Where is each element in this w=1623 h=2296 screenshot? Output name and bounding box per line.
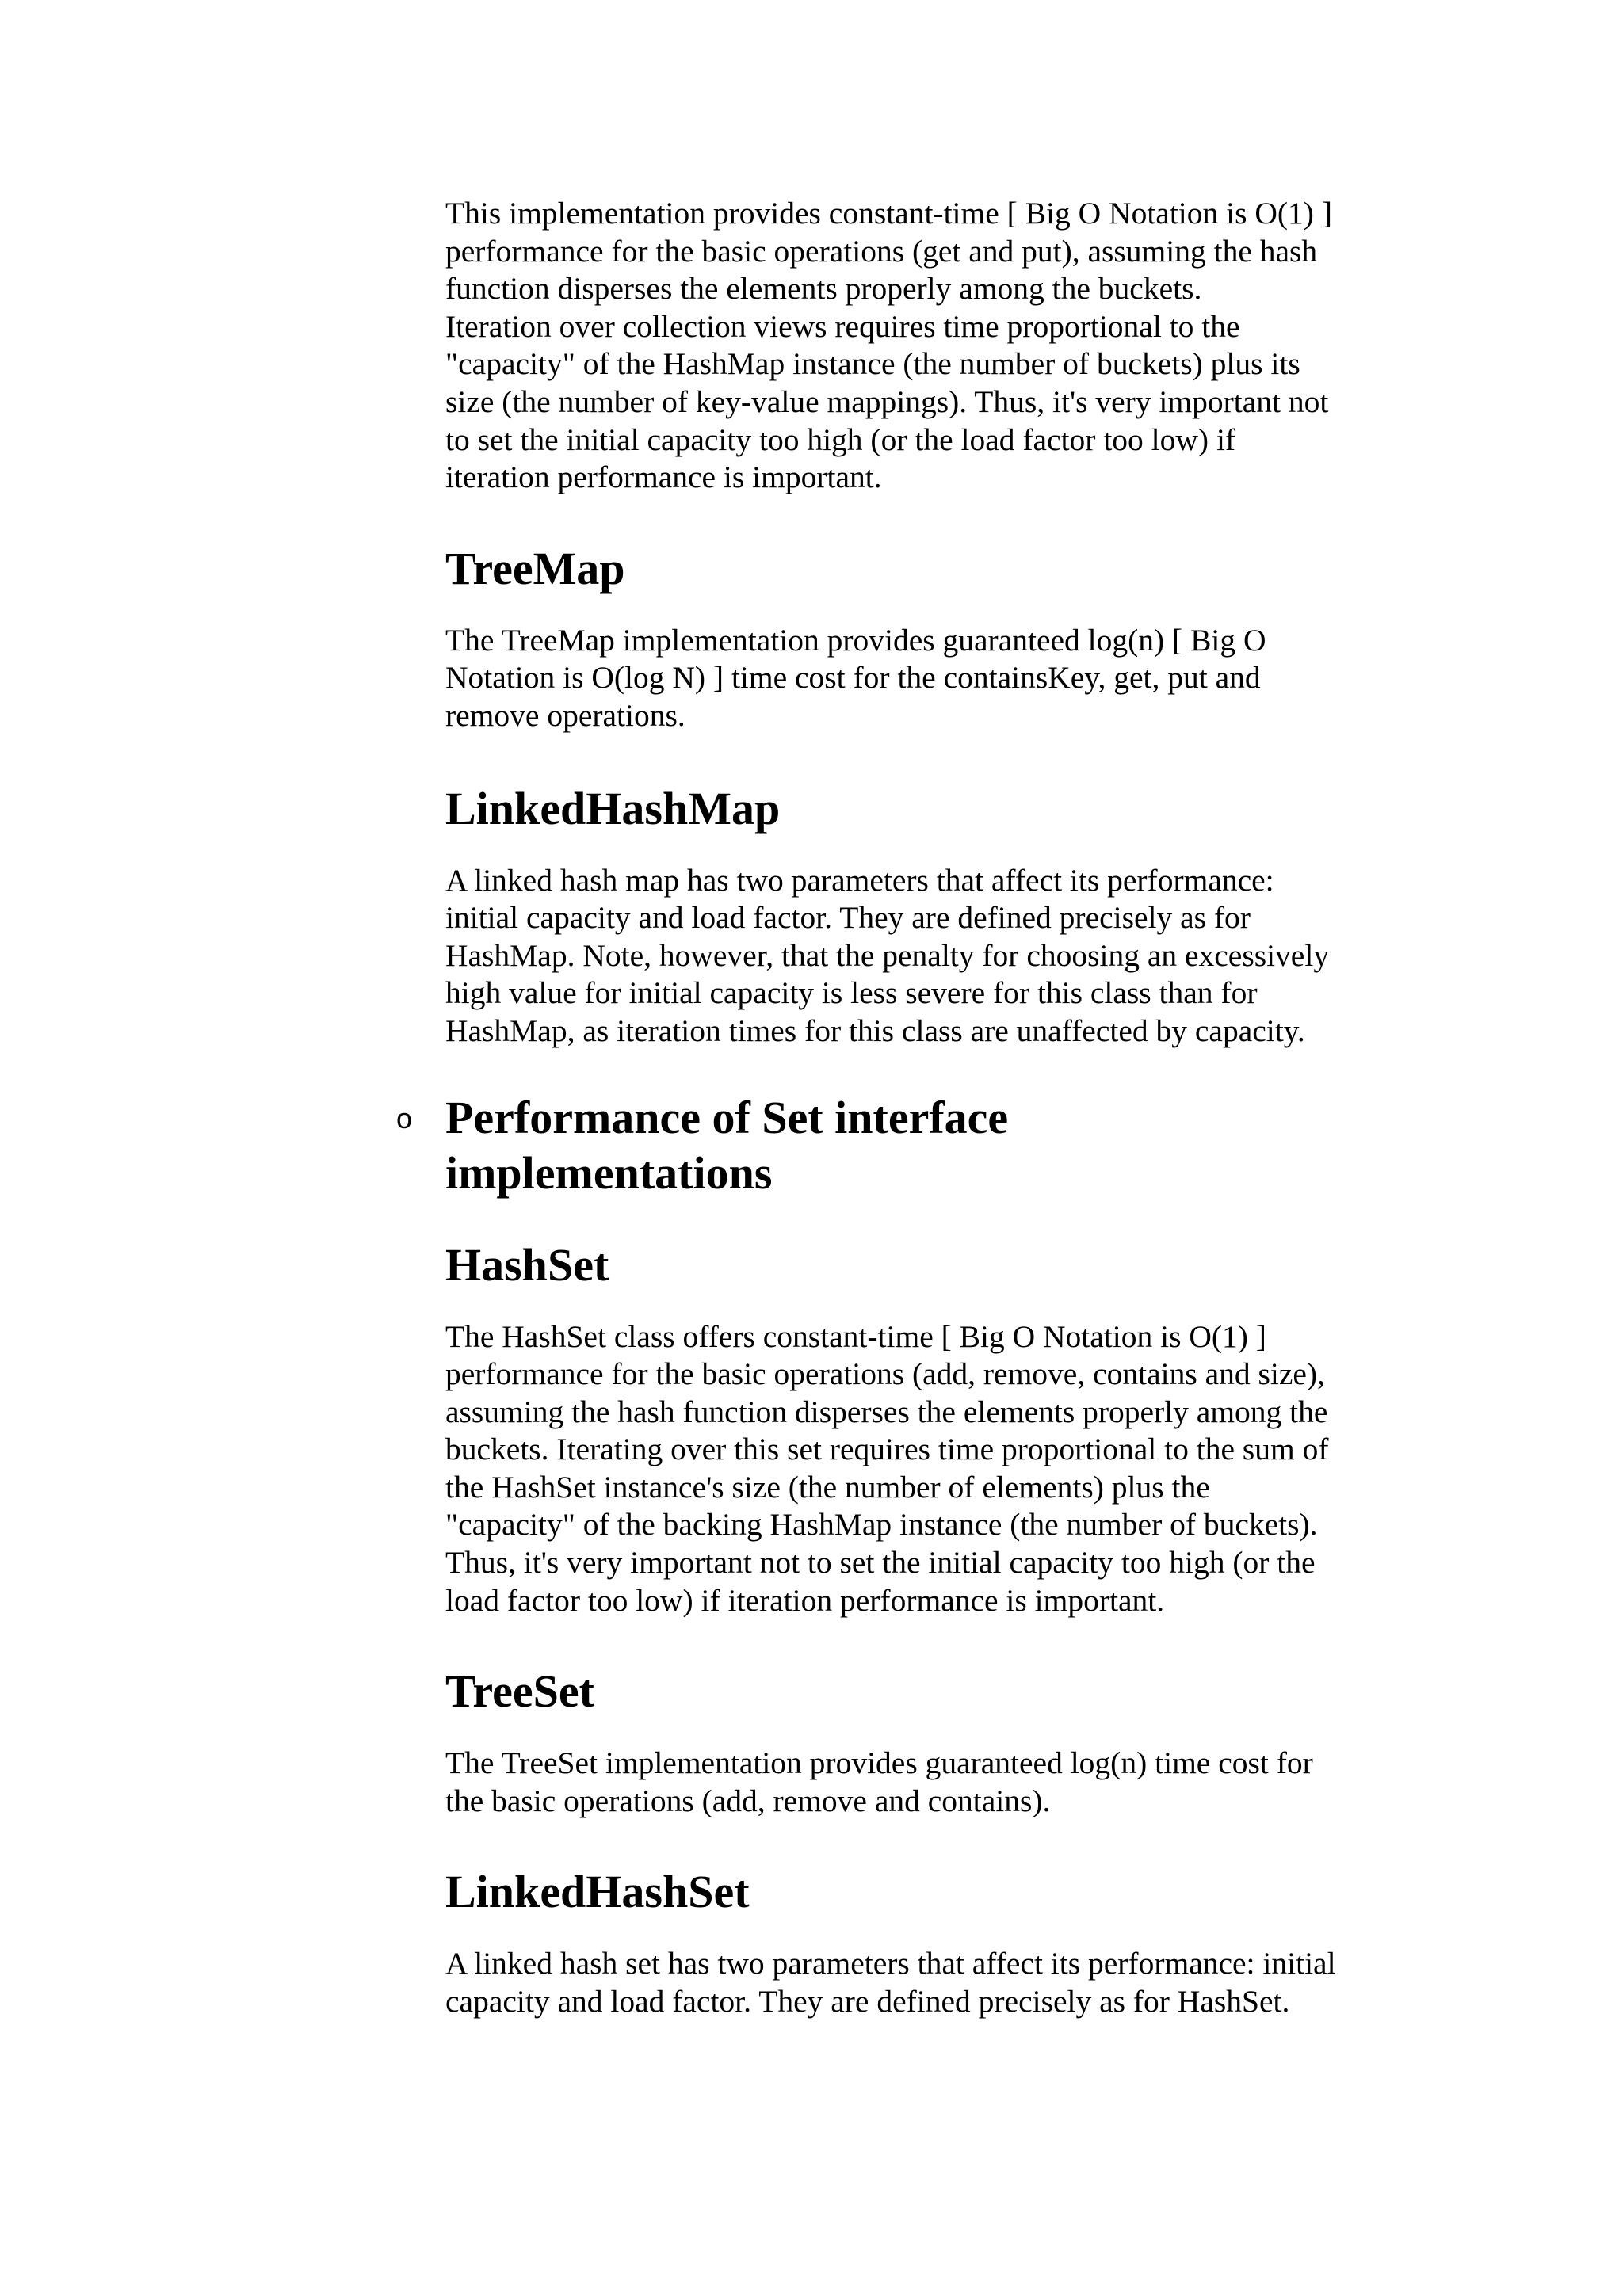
treeset-heading: TreeSet bbox=[445, 1665, 594, 1718]
linkedhashmap-heading: LinkedHashMap bbox=[445, 782, 781, 834]
set-section-list-item bbox=[396, 1090, 1396, 1201]
treeset-paragraph: The TreeSet implementation provides guaranteed log(n) time cost for the basic operations (add, remove and contains). bbox=[445, 1745, 1313, 1818]
document-content bbox=[396, 195, 1396, 2021]
treemap-heading: TreeMap bbox=[445, 542, 625, 594]
list-bullet: o bbox=[396, 1101, 413, 1135]
treemap-paragraph: The TreeMap implementation provides guaranteed log(n) [ Big O Notation is O(log N) ] time cost for the containsKey, get, put and remove operations. bbox=[445, 622, 1266, 733]
linkedhashset-paragraph: A linked hash set has two parameters that affect its performance: initial capacity and load factor. They are defined precisely as for HashSet. bbox=[445, 1946, 1336, 2019]
hashset-heading: HashSet bbox=[445, 1238, 609, 1291]
linkedhashmap-paragraph: A linked hash map has two parameters that affect its performance: initial capacity and load factor. They are defined precisely as for HashMap. Note, however, that the penalty for choosing an excessively high value for initial capacity is less severe for this class than for HashMap, as iteration times for this class are unaffected by capacity. bbox=[445, 862, 1330, 1048]
set-section-heading: Performance of Set interface implementations bbox=[445, 1091, 1009, 1199]
hashset-paragraph: The HashSet class offers constant-time [ Big O Notation is O(1) ] performance for the basic operations (add, remove, contains and size), assuming the hash function disperses the elements properly among the buckets. Iterating over this set requires time proportional to the sum of the HashSet instance's size (the number of elements) plus the "capacity" of the backing HashMap instance (the number of buckets). Thus, it's very important not to set the initial capacity too high (or the load factor too low) if iteration performance is important. bbox=[445, 1318, 1329, 1618]
linkedhashset-heading: LinkedHashSet bbox=[445, 1866, 750, 1918]
hashmap-paragraph: This implementation provides constant-time [ Big O Notation is O(1) ] performance for the basic operations (get and put), assuming the hash function disperses the elements properly among the buckets. Iteration over collection views requires time proportional to the "capacity" of the HashMap instance (the number of buckets) plus its size (the number of key-value mappings). Thus, it's very important not to set the initial capacity too high (or the load factor too low) if iteration performance is important. bbox=[445, 196, 1332, 495]
